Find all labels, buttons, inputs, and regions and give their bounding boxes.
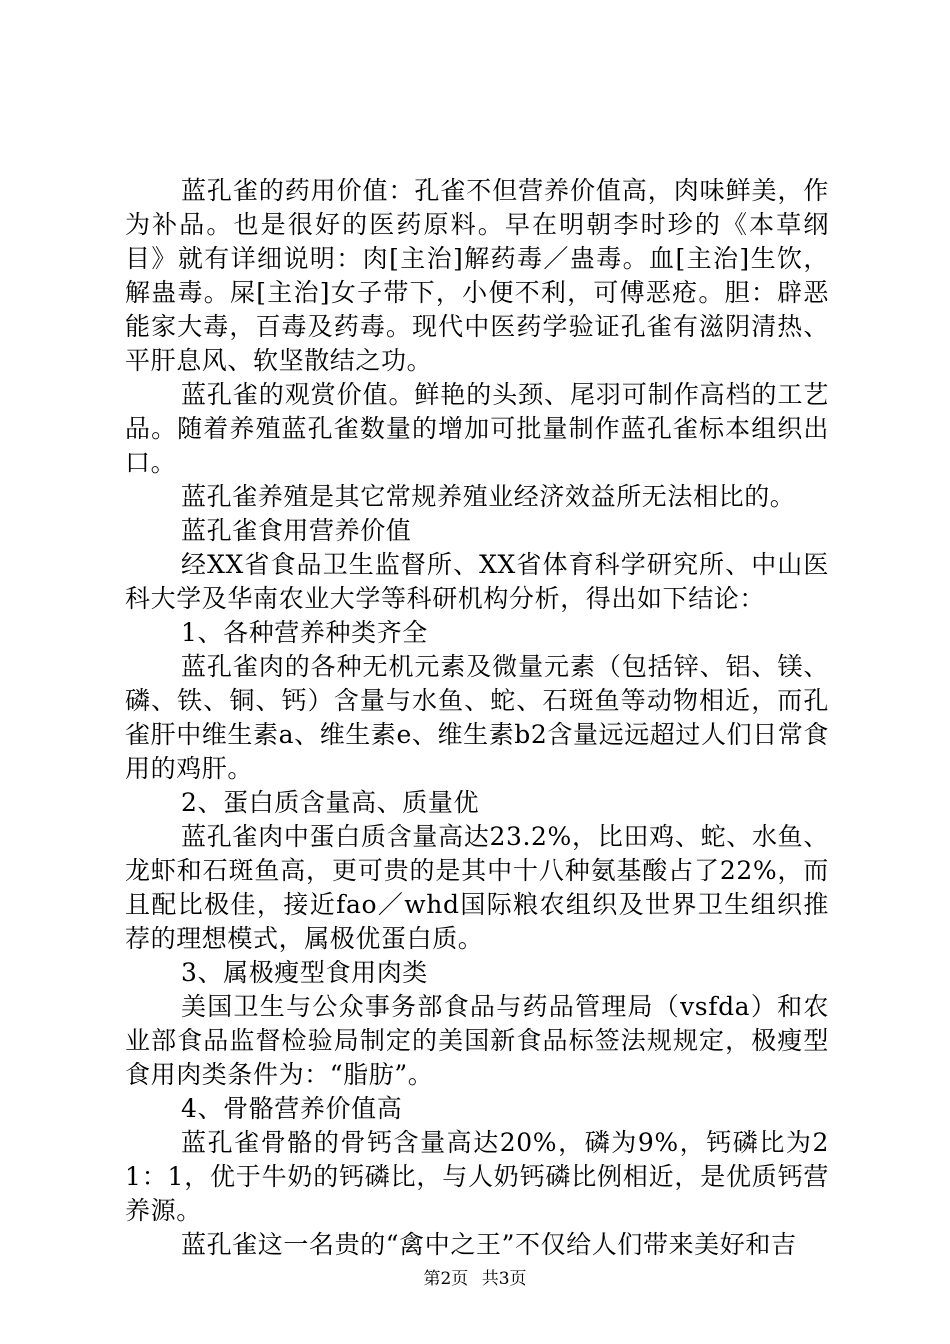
list-heading-3: 3、属极瘦型食用肉类 (181, 958, 428, 987)
paragraph-ornamental-value: 蓝孔雀的观赏价值。鲜艳的头颈、尾羽可制作高档的工艺品。随着养殖蓝孔雀数量的增加可批量制作蓝孔雀标本组织出口。 (125, 380, 829, 477)
page-footer (0, 1268, 950, 1290)
page-number-total: 共3页 (481, 1269, 527, 1289)
paragraph-protein: 蓝孔雀肉中蛋白质含量高达23.2%，比田鸡、蛇、水鱼、龙虾和石斑鱼高，更可贵的是其中十八种氨基酸占了22%，而且配比极佳，接近fao／whd国际粮农组织及世界卫生组织推荐的理想模式，属极优蛋白质。 (125, 822, 829, 953)
list-heading-4: 4、骨骼营养价值高 (181, 1094, 403, 1123)
page-number-current: 第2页 (423, 1269, 469, 1289)
paragraph-minerals: 蓝孔雀肉的各种无机元素及微量元素（包括锌、铝、镁、磷、铁、铜、钙）含量与水鱼、蛇、石斑鱼等动物相近，而孔雀肝中维生素a、维生素e、维生素b2含量远远超过人们日常食用的鸡肝。 (125, 652, 830, 783)
section-heading-nutrition: 蓝孔雀食用营养价值 (181, 516, 412, 545)
paragraph-analysis-intro: 经XX省食品卫生监督所、XX省体育科学研究所、中山医科大学及华南农业大学等科研机构分析，得出如下结论： (125, 550, 829, 613)
list-heading-2: 2、蛋白质含量高、质量优 (181, 788, 480, 817)
paragraph-bone-calcium: 蓝孔雀骨骼的骨钙含量高达20%，磷为9%，钙磷比为21：1，优于牛奶的钙磷比，与人奶钙磷比例相近，是优质钙营养源。 (125, 1128, 829, 1225)
paragraph-medicinal-value: 蓝孔雀的药用价值：孔雀不但营养价值高，肉味鲜美，作为补品。也是很好的医药原料。早在明朝李时珍的《本草纲目》就有详细说明：肉[主治]解药毒／蛊毒。血[主治]生饮，解蛊毒。屎[主治]女子带下，小便不利，可傅恶疮。胆：辟恶能家大毒，百毒及药毒。现代中医药学验证孔雀有滋阴清热、平肝息风、软坚散结之功。 (125, 176, 829, 375)
paragraph-closing: 蓝孔雀这一名贵的“禽中之王”不仅给人们带来美好和吉 (181, 1230, 797, 1259)
paragraph-economic-benefit: 蓝孔雀养殖是其它常规养殖业经济效益所无法相比的。 (181, 482, 796, 511)
list-heading-1: 1、各种营养种类齐全 (181, 618, 428, 647)
paragraph-lean-meat: 美国卫生与公众事务部食品与药品管理局（vsfda）和农业部食品监督检验局制定的美国新食品标签法规规定，极瘦型食用肉类条件为：“脂肪”。 (125, 992, 829, 1089)
document-body (125, 174, 829, 1262)
